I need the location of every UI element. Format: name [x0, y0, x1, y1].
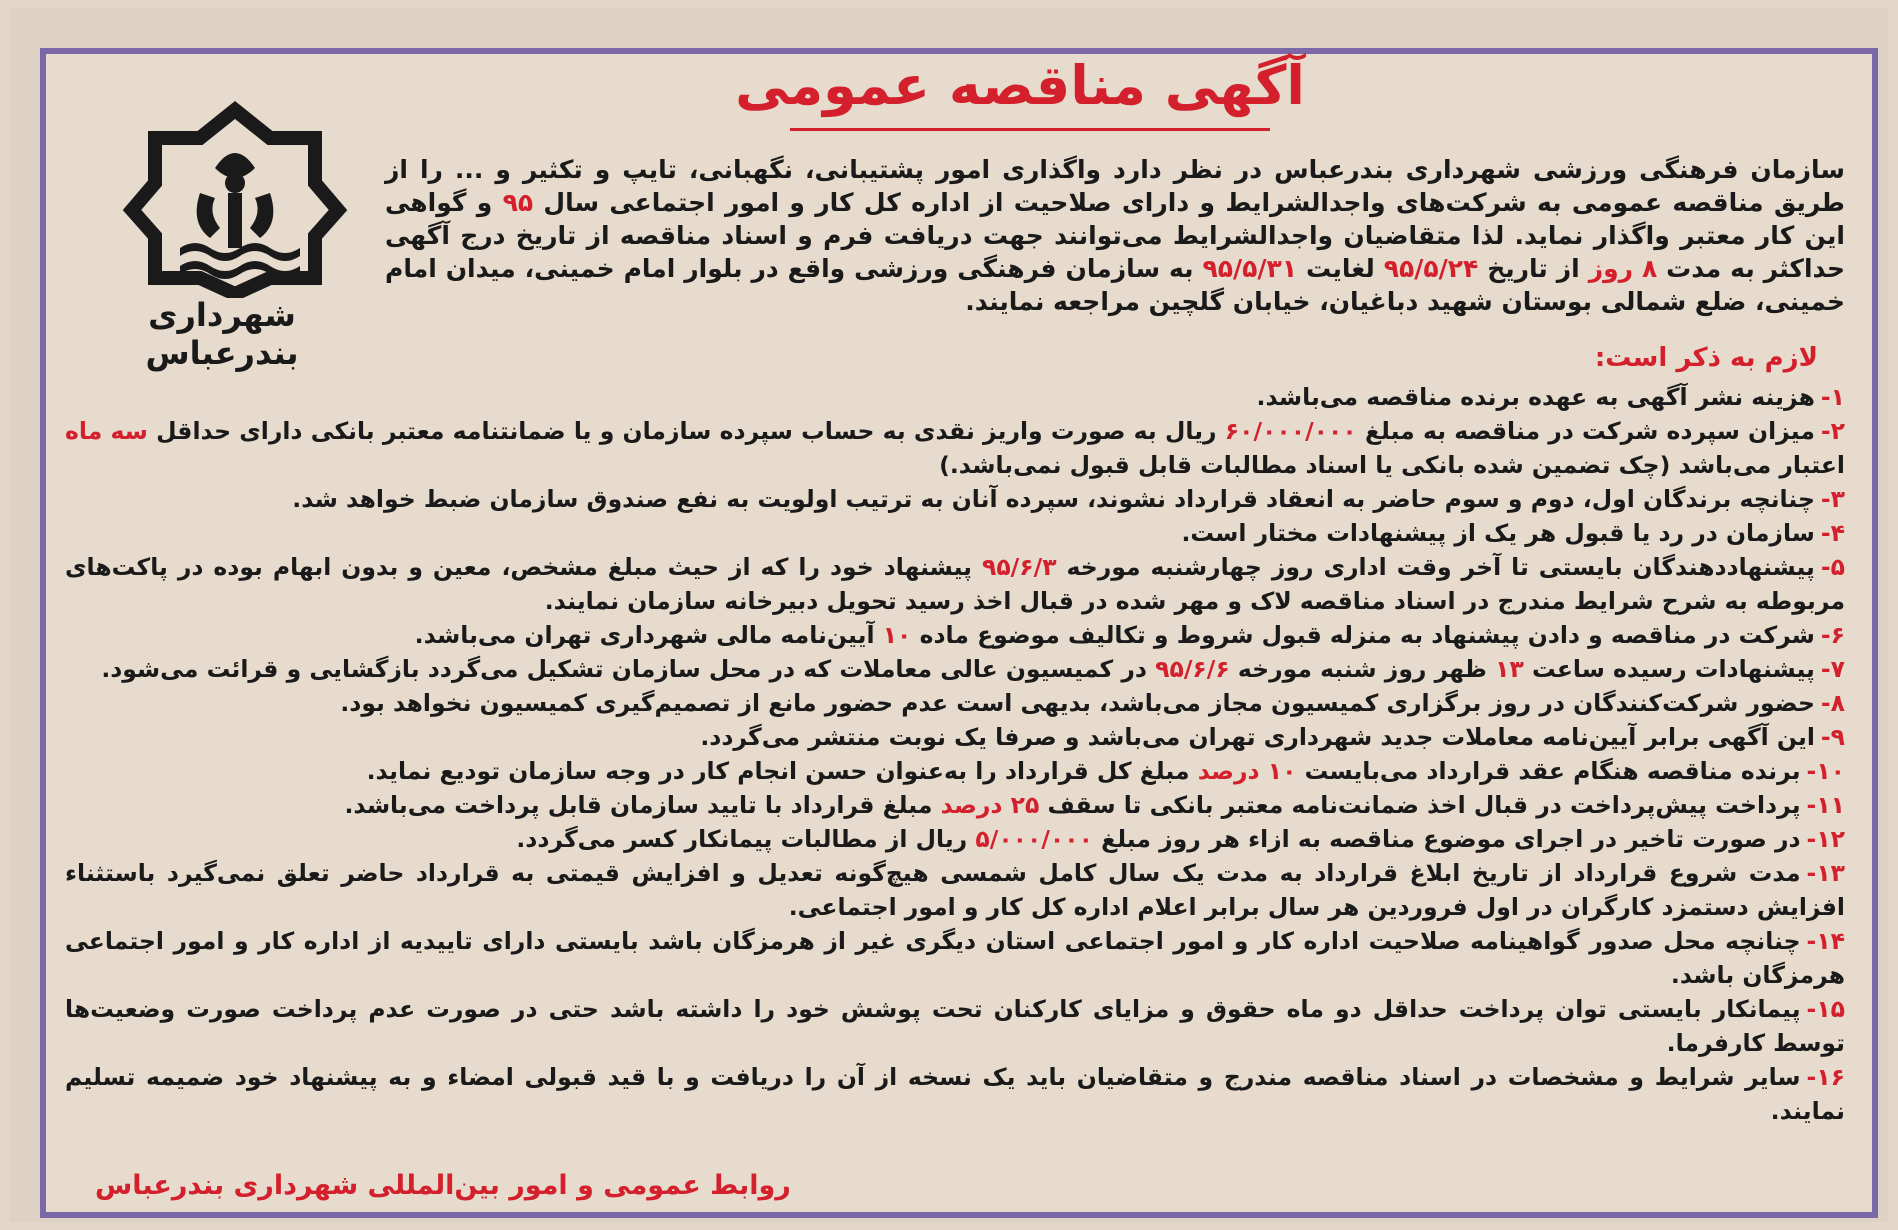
intro-date-to: ۹۵/۵/۳۱	[1202, 254, 1298, 283]
intro-text-1: سازمان فرهنگی ورزشی شهرداری بندرعباس در نظر دارد واگذاری امور پشتیبانی، نگهبانی، تایپ و تکثیر و ... را از طریق مناقصه عمومی به شرکت‌های واجدالشرایط و دارای صلاحیت از اداره کل کار و امور اجتماعی سال	[385, 155, 1845, 217]
list-item	[65, 992, 1845, 1060]
list-item	[65, 856, 1845, 924]
item-text: این آگهی برابر آیین‌نامه معاملات جدید شهرداری تهران می‌باشد و صرفا یک نوبت منتشر می‌گردد.	[700, 723, 1815, 751]
newspaper-page	[10, 8, 1888, 1222]
logo-caption: شهرداری بندرعباس	[145, 296, 299, 372]
intro-text-5: به سازمان فرهنگی ورزشی واقع در بلوار امام خمینی، میدان امام خمینی، ضلع شمالی بوستان شهید دباغیان، خیابان گلچین مراجعه نمایند.	[385, 254, 1845, 316]
item-text: پیمانکار بایستی توان پرداخت حداقل دو ماه حقوق و مزایای کارکنان تحت پوشش خود را داشته باشد حتی در صورت عدم پرداخت صورت وضعیت‌ها توسط کارفرما.	[65, 995, 1845, 1057]
item-number: ۱۶-	[1806, 1063, 1845, 1091]
list-item	[65, 550, 1845, 618]
title-underline	[790, 128, 1270, 131]
item-text: ریال از مطالبات پیمانکار کسر می‌گردد.	[516, 825, 968, 853]
list-item	[65, 380, 1845, 414]
list-item	[65, 924, 1845, 992]
list-item	[65, 652, 1845, 686]
notice-title: آگهی مناقصه عمومی	[735, 54, 1305, 117]
item-text: سازمان در رد یا قبول هر یک از پیشنهادات مختار است.	[1181, 519, 1815, 547]
conditions-list	[65, 380, 1845, 1128]
list-item	[65, 822, 1845, 856]
item-text: آیین‌نامه مالی شهرداری تهران می‌باشد.	[414, 621, 875, 649]
intro-text-2: و گواهی این کار معتبر واگذار نماید. لذا متقاضیان واجدالشرایط می‌توانند جهت دریافت فرم و اسناد مناقصه از تاریخ درج آگهی حداکثر به مدت	[385, 188, 1845, 283]
list-item	[65, 686, 1845, 720]
item-text: شرکت در مناقصه و دادن پیشنهاد به منزله قبول شروط و تکالیف موضوع ماده	[919, 621, 1815, 649]
item-highlight: ۱۰	[882, 621, 912, 649]
item-highlight: ۱۰ درصد	[1197, 757, 1297, 785]
item-number: ۴-	[1820, 519, 1845, 547]
item-number: ۷-	[1820, 655, 1845, 683]
intro-text-4: لغایت	[1306, 254, 1375, 283]
item-text: پیشنهاد خود را که از حیث مبلغ مشخص، معین و بدون ابهام بوده در پاکت‌های مربوطه به شرح شرایط مندرج در اسناد مناقصه لاک و مهر شده در قبال اخذ رسید تحویل دبیرخانه سازمان نمایند.	[65, 553, 1845, 615]
intro-date-from: ۹۵/۵/۲۴	[1383, 254, 1479, 283]
intro-duration: ۸ روز	[1588, 254, 1658, 283]
item-number: ۱۳-	[1806, 859, 1845, 887]
item-number: ۱-	[1820, 383, 1845, 411]
item-highlight: ۲۵ درصد	[940, 791, 1040, 819]
list-item	[65, 618, 1845, 652]
item-number: ۶-	[1820, 621, 1845, 649]
item-number: ۳-	[1820, 485, 1845, 513]
list-item	[65, 414, 1845, 482]
item-highlight: ۹۵/۶/۶	[1155, 655, 1230, 683]
item-number: ۱۲-	[1806, 825, 1845, 853]
publisher-signature: روابط عمومی و امور بین‌المللی شهرداری بندرعباس	[95, 1170, 791, 1201]
municipality-logo	[120, 98, 350, 298]
list-item	[65, 516, 1845, 550]
item-highlight: ۶۰/۰۰۰/۰۰۰	[1224, 417, 1357, 445]
item-text: اعتبار می‌باشد (چک تضمین شده بانکی یا اسناد مطالبات قابل قبول نمی‌باشد.)	[939, 451, 1845, 479]
list-item	[65, 754, 1845, 788]
item-text: حضور شرکت‌کنندگان در روز برگزاری کمیسیون مجاز می‌باشد، بدیهی است عدم حضور مانع از تصمیم‌گیری کمیسیون نخواهد بود.	[340, 689, 1815, 717]
item-text: چنانچه برندگان اول، دوم و سوم حاضر به انعقاد قرارداد نشوند، سپرده آنان به ترتیب اولویت به نفع صندوق سازمان ضبط خواهد شد.	[292, 485, 1815, 513]
item-text: سایر شرایط و مشخصات در اسناد مناقصه مندرج و متقاضیان باید یک نسخه از آن را دریافت و با قید قبولی امضاء و به پیشنهاد خود ضمیمه تسلیم نمایند.	[65, 1063, 1845, 1125]
item-text: میزان سپرده شرکت در مناقصه به مبلغ	[1364, 417, 1815, 445]
item-number: ۸-	[1820, 689, 1845, 717]
item-number: ۱۰-	[1806, 757, 1845, 785]
item-text: پیشنهادات رسیده ساعت	[1531, 655, 1815, 683]
item-text: ریال به صورت واریز نقدی به حساب سپرده سازمان و یا ضمانتنامه معتبر بانکی دارای حداقل	[156, 417, 1217, 445]
list-item	[65, 1060, 1845, 1128]
item-number: ۹-	[1820, 723, 1845, 751]
item-highlight: سه ماه	[65, 417, 148, 445]
item-number: ۵-	[1820, 553, 1845, 581]
item-text: در صورت تاخیر در اجرای موضوع مناقصه به ازاء هر روز مبلغ	[1101, 825, 1801, 853]
item-number: ۲-	[1820, 417, 1846, 445]
item-number: ۱۵-	[1806, 995, 1845, 1023]
item-text: در کمیسیون عالی معاملات که در محل سازمان تشکیل می‌گردد بازگشایی و قرائت می‌شود.	[101, 655, 1147, 683]
item-number: ۱۴-	[1806, 927, 1845, 955]
item-text: چنانچه محل صدور گواهینامه صلاحیت اداره کار و امور اجتماعی استان دیگری غیر از هرمزگان باشد بایستی دارای تاییدیه از اداره کار و امور اجتماعی هرمزگان باشد.	[65, 927, 1845, 989]
item-text: ظهر روز شنبه مورخه	[1237, 655, 1487, 683]
item-highlight: ۹۵/۶/۳	[982, 553, 1057, 581]
list-item	[65, 720, 1845, 754]
item-text: مدت شروع قرارداد از تاریخ ابلاغ قرارداد به مدت یک سال کامل شمسی هیچ‌گونه تعدیل و افزایش قیمتی به قرارداد حاضر تعلق نمی‌گیرد باستثناء افزایش دستمزد کارگران در اول فروردین هر سال برابر اعلام اداره کل کار و امور اجتماعی.	[65, 859, 1845, 921]
list-item	[65, 482, 1845, 516]
list-item	[65, 788, 1845, 822]
item-text: پرداخت پیش‌پرداخت در قبال اخذ ضمانت‌نامه معتبر بانکی تا سقف	[1047, 791, 1801, 819]
intro-text-3: از تاریخ	[1487, 254, 1580, 283]
item-text: مبلغ کل قرارداد را به‌عنوان حسن انجام کار در وجه سازمان تودیع نماید.	[366, 757, 1190, 785]
item-text: پیشنهاددهندگان بایستی تا آخر وقت اداری روز چهارشنبه مورخه	[1066, 553, 1815, 581]
item-text: برنده مناقصه هنگام عقد قرارداد می‌بایست	[1304, 757, 1801, 785]
note-heading: لازم به ذکر است:	[1594, 343, 1818, 373]
intro-paragraph	[385, 153, 1845, 318]
intro-year: ۹۵	[502, 188, 534, 217]
item-number: ۱۱-	[1806, 791, 1845, 819]
item-highlight: ۵/۰۰۰/۰۰۰	[975, 825, 1093, 853]
item-text: هزینه نشر آگهی به عهده برنده مناقصه می‌باشد.	[1256, 383, 1815, 411]
item-text: مبلغ قرارداد با تایید سازمان قابل پرداخت می‌باشد.	[344, 791, 933, 819]
item-highlight: ۱۳	[1495, 655, 1524, 683]
